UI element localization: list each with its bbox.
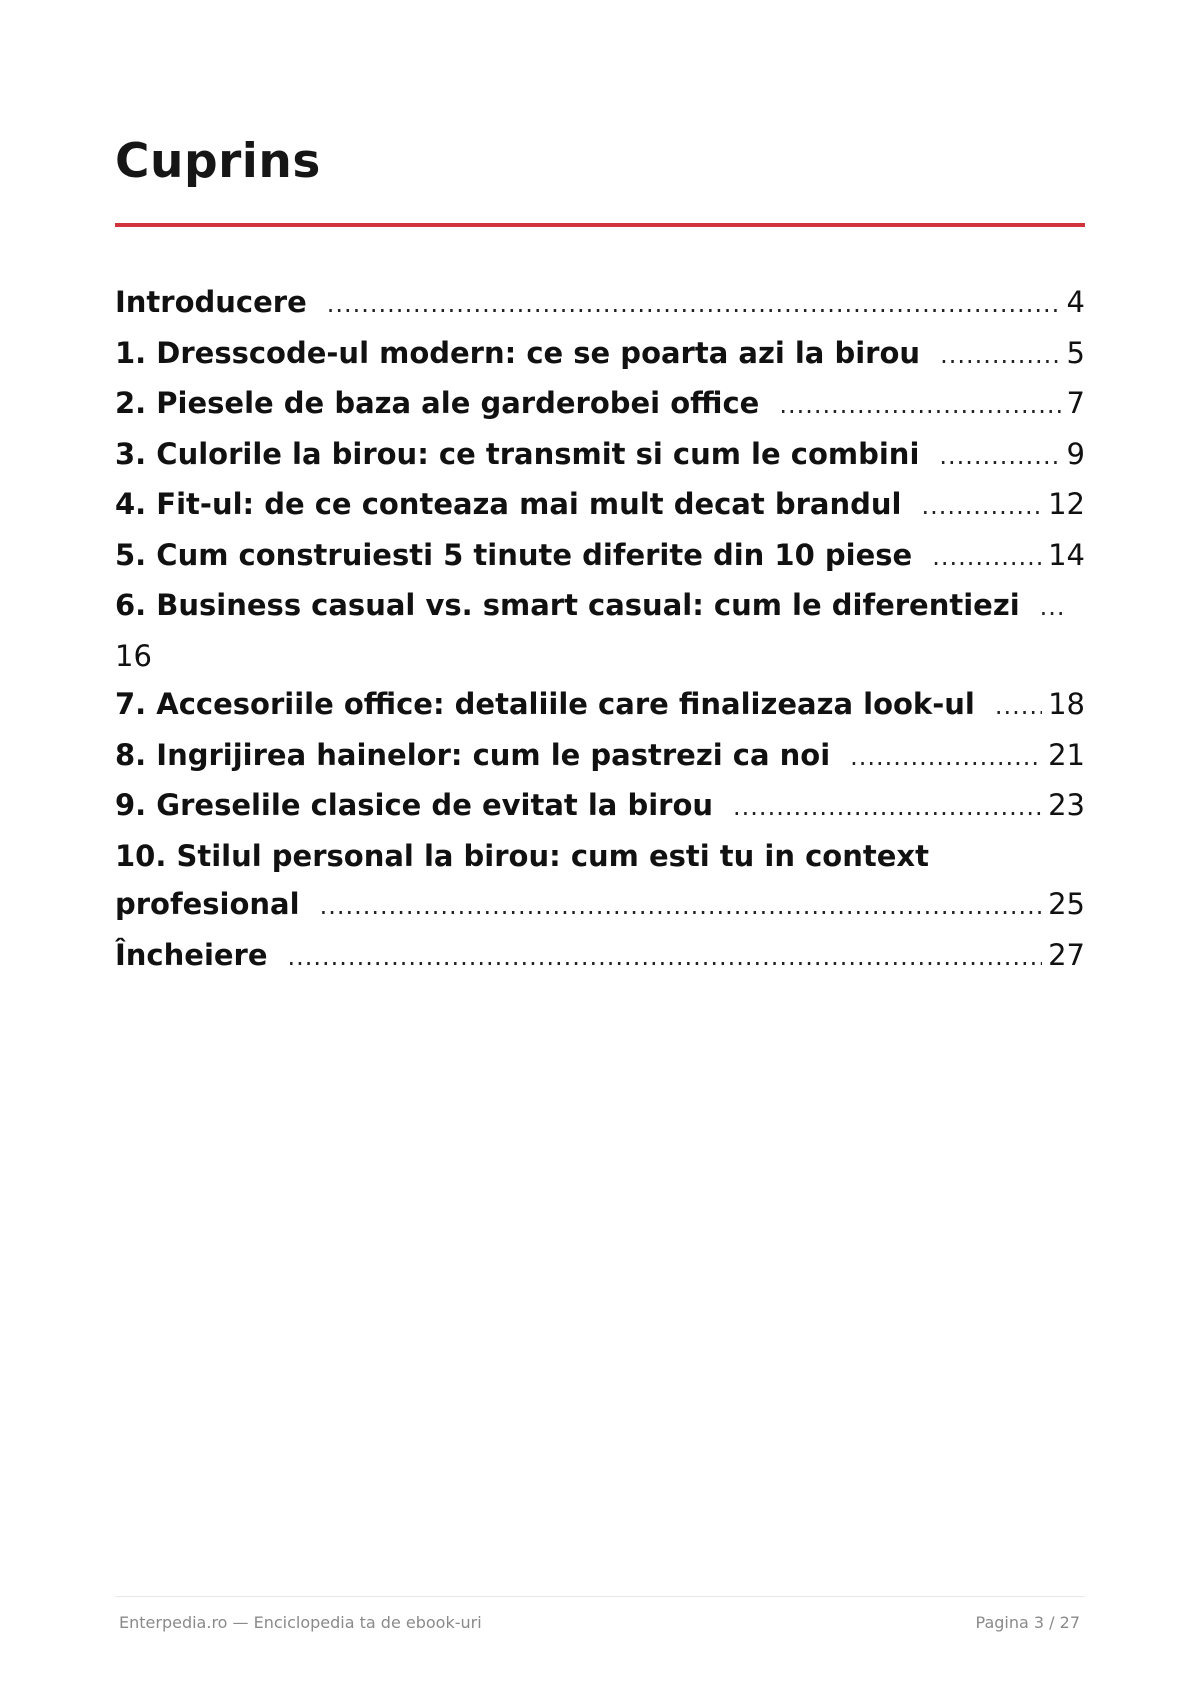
toc-entry-label: 3. Culorile la birou: ce transmit si cum le combini xyxy=(115,436,920,471)
dot-leader xyxy=(779,381,1060,430)
toc-entry-page: 23 xyxy=(1048,788,1085,822)
toc-entry-page: 27 xyxy=(1048,937,1085,972)
toc-entry-page: 12 xyxy=(1048,487,1085,521)
dot-leader xyxy=(932,533,1042,582)
table-of-contents xyxy=(115,278,1085,981)
toc-entry-introducere[interactable] xyxy=(115,278,1085,329)
footer-page-number: Pagina 3 / 27 xyxy=(975,1613,1080,1632)
toc-entry-2[interactable] xyxy=(115,379,1085,430)
toc-entry-label: 8. Ingrijirea hainelor: cum le pastrezi ca noi xyxy=(115,737,831,772)
footer-site-name: Enterpedia.ro — Enciclopedia ta de ebook-uri xyxy=(119,1613,482,1632)
toc-entry-label-continued: profesional xyxy=(115,887,300,921)
dot-leader xyxy=(288,933,1043,982)
toc-entry-label: 5. Cum construiesti 5 tinute diferite din 10 piese xyxy=(115,537,913,572)
toc-entry-label: 6. Business casual vs. smart casual: cum le diferentiezi xyxy=(115,588,1020,622)
dot-leader xyxy=(940,331,1060,380)
toc-entry-page: 5 xyxy=(1066,335,1085,370)
toc-entry-8[interactable] xyxy=(115,731,1085,782)
toc-entry-page: 9 xyxy=(1066,436,1085,471)
page-title: Cuprins xyxy=(115,134,321,189)
toc-entry-row xyxy=(115,880,1085,931)
dot-leader xyxy=(320,882,1043,931)
dot-leader xyxy=(939,432,1060,481)
dot-leader xyxy=(850,733,1042,782)
toc-entry-page: 16 xyxy=(115,638,152,673)
toc-entry-row xyxy=(115,832,1085,881)
toc-entry-page: 14 xyxy=(1048,537,1085,572)
toc-entry-row xyxy=(115,581,1085,632)
toc-entry-label: 2. Piesele de baza ale garderobei office xyxy=(115,386,760,420)
toc-entry-9[interactable] xyxy=(115,781,1085,832)
toc-entry-4[interactable] xyxy=(115,480,1085,531)
toc-entry-label: Introducere xyxy=(115,285,307,319)
toc-entry-5[interactable] xyxy=(115,531,1085,582)
toc-entry-label: 1. Dresscode-ul modern: ce se poarta azi la birou xyxy=(115,335,921,370)
toc-entry-row xyxy=(115,632,1085,681)
dot-leader xyxy=(733,783,1042,832)
title-divider xyxy=(115,223,1085,227)
toc-entry-6[interactable] xyxy=(115,581,1085,680)
toc-entry-label: 7. Accesoriile office: detaliile care finalizeaza look-ul xyxy=(115,687,975,721)
dot-leader xyxy=(995,682,1042,731)
toc-entry-7[interactable] xyxy=(115,680,1085,731)
toc-entry-1[interactable] xyxy=(115,329,1085,380)
toc-entry-page: 18 xyxy=(1048,687,1085,721)
toc-entry-page: 4 xyxy=(1066,285,1085,319)
toc-entry-label: Încheiere xyxy=(115,937,268,972)
toc-entry-label: 10. Stilul personal la birou: cum esti tu in context xyxy=(115,838,929,873)
toc-entry-page: 25 xyxy=(1048,887,1085,921)
toc-entry-3[interactable] xyxy=(115,430,1085,481)
dot-leader xyxy=(921,482,1042,531)
toc-entry-page: 7 xyxy=(1066,386,1085,420)
dot-leader xyxy=(327,280,1061,329)
toc-entry-10[interactable] xyxy=(115,832,1085,931)
footer-divider xyxy=(115,1596,1085,1597)
toc-entry-page: 21 xyxy=(1048,737,1085,772)
dot-leader xyxy=(1040,583,1066,632)
toc-entry-label: 4. Fit-ul: de ce conteaza mai mult decat brandul xyxy=(115,487,902,521)
toc-entry-incheiere[interactable] xyxy=(115,931,1085,982)
toc-entry-label: 9. Greselile clasice de evitat la birou xyxy=(115,788,714,822)
